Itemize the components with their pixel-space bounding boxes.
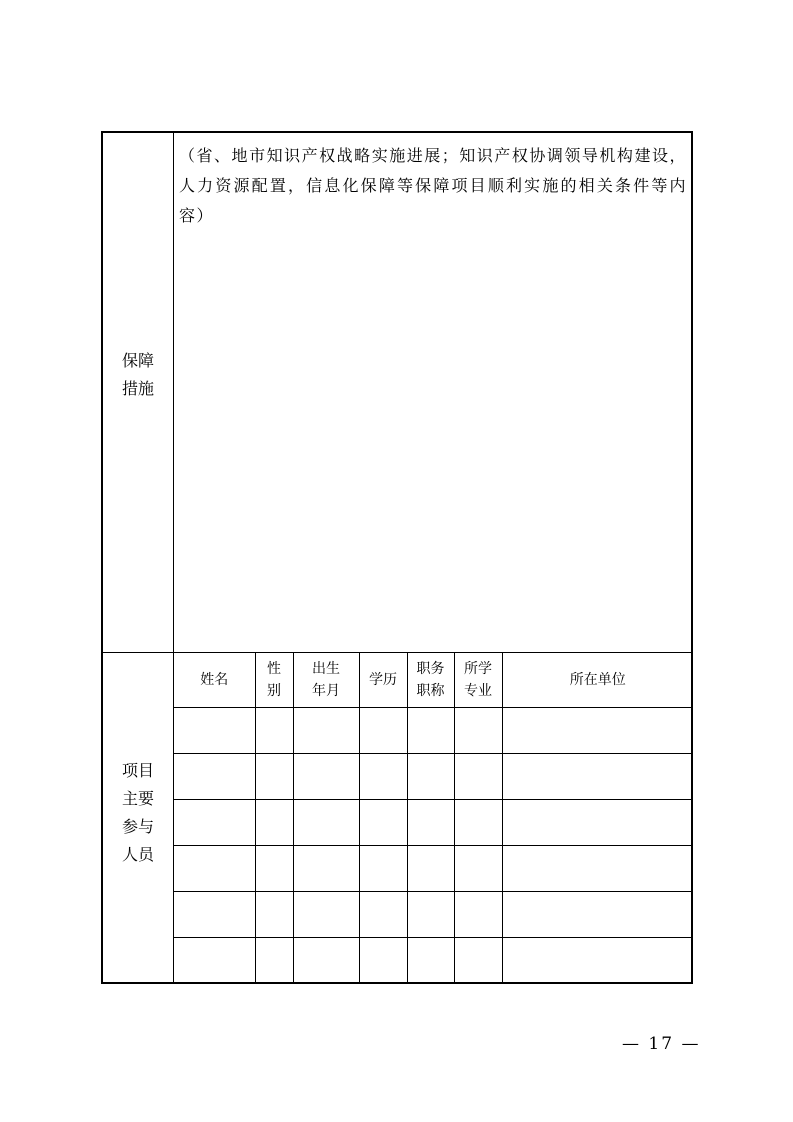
cell-title[interactable] — [407, 846, 454, 892]
cell-education[interactable] — [359, 938, 407, 984]
cell-name[interactable] — [174, 753, 255, 799]
cell-name[interactable] — [174, 799, 255, 845]
cell-unit[interactable] — [502, 846, 693, 892]
table-row — [174, 846, 693, 892]
page-number: — 17 — — [622, 1034, 701, 1054]
cell-major[interactable] — [454, 753, 502, 799]
cell-gender[interactable] — [255, 707, 293, 753]
cell-title[interactable] — [407, 707, 454, 753]
cell-title[interactable] — [407, 892, 454, 938]
cell-major[interactable] — [454, 892, 502, 938]
table-header-row — [174, 653, 693, 707]
baozhang-content-text: （省、地市知识产权战略实施进展；知识产权协调领导机构建设，人力资源配置，信息化保障等保障项目顺利实施的相关条件等内容） — [179, 146, 687, 225]
cell-birth[interactable] — [293, 753, 359, 799]
cell-title[interactable] — [407, 799, 454, 845]
cell-title[interactable] — [407, 938, 454, 984]
header-major: 所学 专业 — [454, 653, 502, 707]
cell-gender[interactable] — [255, 938, 293, 984]
cell-name[interactable] — [174, 938, 255, 984]
table-row — [174, 799, 693, 845]
cell-birth[interactable] — [293, 846, 359, 892]
table-row — [174, 753, 693, 799]
cell-major[interactable] — [454, 938, 502, 984]
section-label-baozhang — [103, 347, 173, 403]
cell-name[interactable] — [174, 707, 255, 753]
table-row — [174, 892, 693, 938]
header-gender: 性 别 — [255, 653, 293, 707]
label-line: 项目 — [121, 761, 154, 780]
cell-name[interactable] — [174, 892, 255, 938]
cell-gender[interactable] — [255, 799, 293, 845]
label-line: 主要 — [121, 789, 154, 808]
label-line: 参与 — [121, 817, 154, 836]
cell-major[interactable] — [454, 846, 502, 892]
cell-major[interactable] — [454, 799, 502, 845]
cell-gender[interactable] — [255, 753, 293, 799]
header-name: 姓名 — [174, 653, 255, 707]
cell-name[interactable] — [174, 846, 255, 892]
header-education: 学历 — [359, 653, 407, 707]
cell-title[interactable] — [407, 753, 454, 799]
table-row — [174, 707, 693, 753]
cell-unit[interactable] — [502, 799, 693, 845]
header-birth: 出生 年月 — [293, 653, 359, 707]
cell-birth[interactable] — [293, 892, 359, 938]
cell-birth[interactable] — [293, 707, 359, 753]
cell-birth[interactable] — [293, 799, 359, 845]
cell-birth[interactable] — [293, 938, 359, 984]
cell-education[interactable] — [359, 892, 407, 938]
form-frame — [101, 131, 693, 984]
cell-unit[interactable] — [502, 753, 693, 799]
cell-unit[interactable] — [502, 892, 693, 938]
header-unit: 所在单位 — [502, 653, 693, 707]
cell-unit[interactable] — [502, 707, 693, 753]
cell-gender[interactable] — [255, 892, 293, 938]
label-line: 保障 — [121, 351, 154, 370]
cell-education[interactable] — [359, 846, 407, 892]
cell-education[interactable] — [359, 799, 407, 845]
header-title: 职务 职称 — [407, 653, 454, 707]
staff-table — [174, 653, 693, 984]
label-line: 措施 — [121, 379, 154, 398]
section-label-renyuan — [103, 757, 173, 869]
cell-gender[interactable] — [255, 846, 293, 892]
cell-education[interactable] — [359, 753, 407, 799]
label-line: 人员 — [121, 845, 154, 864]
cell-unit[interactable] — [502, 938, 693, 984]
table-row — [174, 938, 693, 984]
cell-major[interactable] — [454, 707, 502, 753]
cell-education[interactable] — [359, 707, 407, 753]
